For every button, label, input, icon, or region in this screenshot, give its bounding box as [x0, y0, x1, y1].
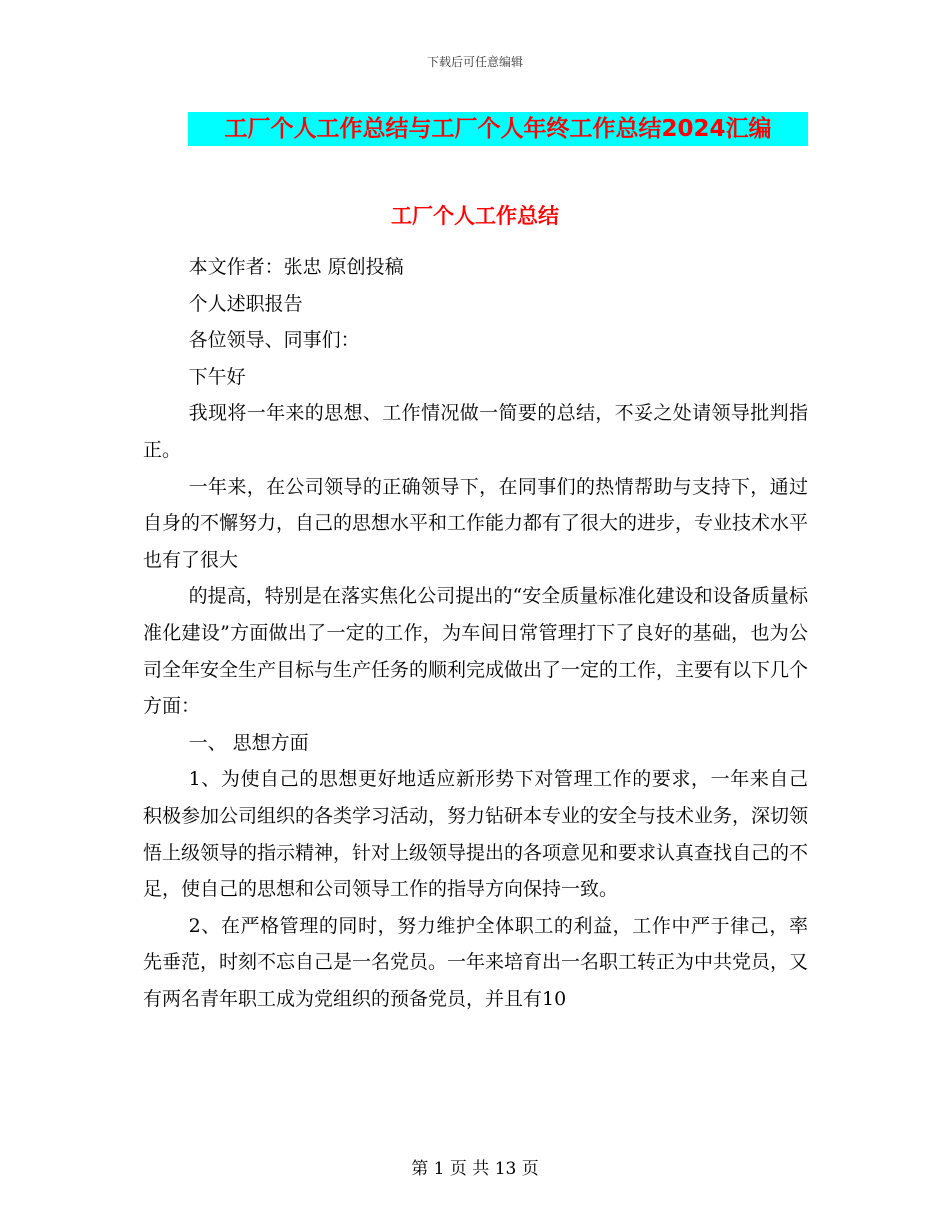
- paragraph: 我现将一年来的思想、工作情况做一简要的总结，不妥之处请领导批判指正。: [143, 402, 808, 461]
- paragraph: 个人述职报告: [188, 292, 303, 315]
- paragraph: 本文作者：张忠 原创投稿: [188, 256, 404, 278]
- document-title: 工厂个人工作总结与工厂个人年终工作总结2024汇编: [188, 112, 808, 146]
- document-body: [143, 249, 808, 1017]
- paragraph: 一、 思想方面: [188, 731, 309, 754]
- page-header-note: 下载后可任意编辑: [426, 55, 523, 69]
- paragraph: 一年来，在公司领导的正确领导下，在同事们的热情帮助与支持下，通过自身的不懈努力，自己的思想水平和工作能力都有了很大的进步，专业技术水平也有了很大: [143, 475, 809, 571]
- paragraph: 1、为使自己的思想更好地适应新形势下对管理工作的要求，一年来自己积极参加公司组织的各类学习活动，努力钻研本专业的安全与技术业务，深切领悟上级领导的指示精神，针对上级领导提出的各项意见和要求认真查找自己的不足，使自己的思想和公司领导工作的指导方向保持一致。: [143, 768, 809, 901]
- page-number-footer: 第 1 页 共 13 页: [411, 1159, 539, 1179]
- section-title: 工厂个人工作总结: [391, 204, 559, 228]
- paragraph: 下午好: [188, 365, 246, 388]
- paragraph: 2、在严格管理的同时，努力维护全体职工的利益，工作中严于律己，率先垂范，时刻不忘自己是一名党员。一年来培育出一名职工转正为中共党员，又有两名青年职工成为党组织的预备党员，并且有10: [143, 914, 809, 1010]
- paragraph: 的提高，特别是在落实焦化公司提出的“安全质量标准化建设和设备质量标准化建设”方面做出了一定的工作，为车间日常管理打下了良好的基础，也为公司全年安全生产目标与生产任务的顺利完成做出了一定的工作，主要有以下几个方面：: [143, 585, 809, 718]
- paragraph: 各位领导、同事们：: [188, 329, 360, 352]
